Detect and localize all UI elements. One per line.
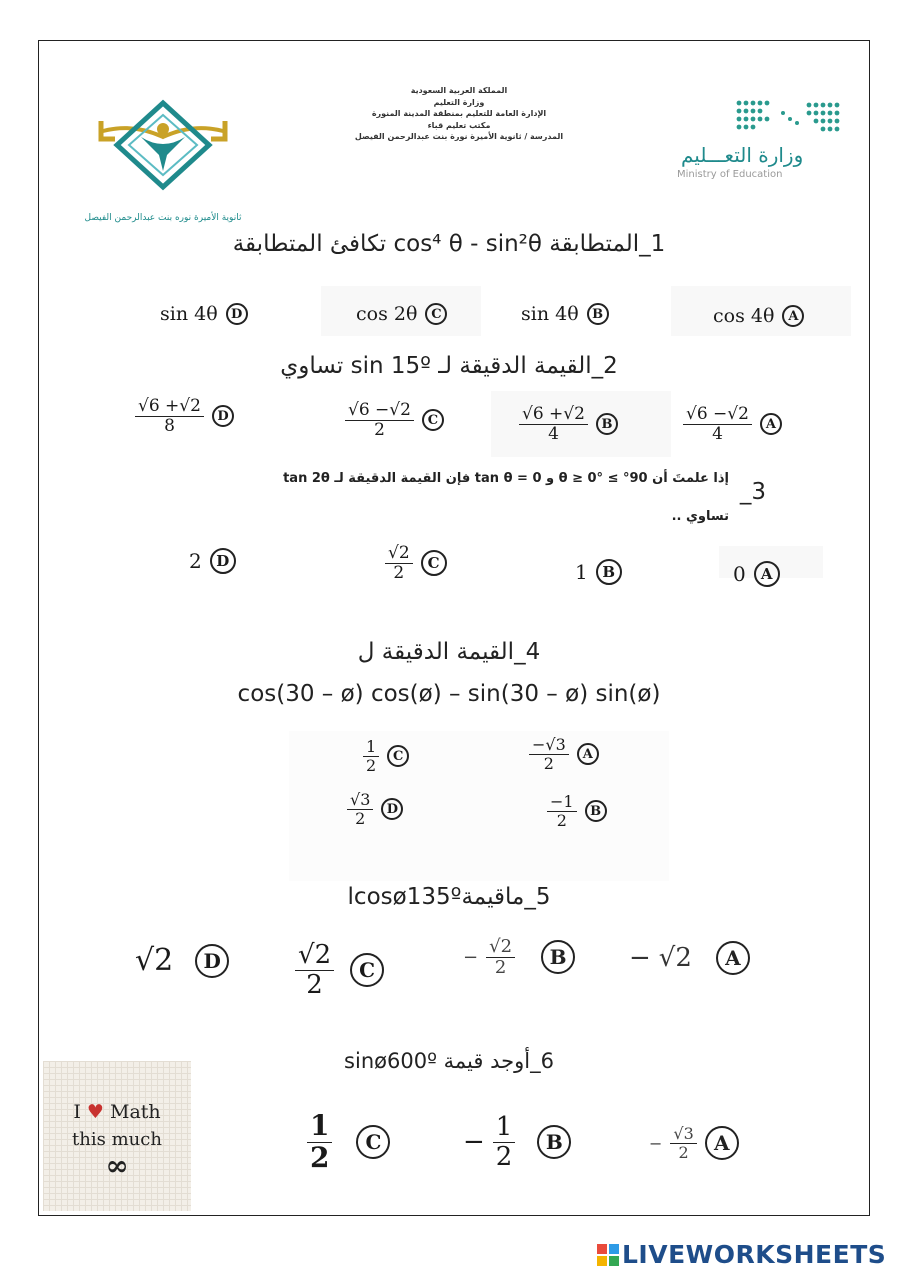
fraction-denominator: 2 [355, 808, 366, 828]
fraction-numerator: √6 −√2 [683, 405, 752, 425]
choice-value: 2 [189, 549, 202, 573]
q5-choice-c[interactable] [295, 941, 384, 999]
fraction [347, 791, 373, 827]
sticker-word-math: Math [110, 1101, 161, 1123]
question-5-text: 5_ماقيمةcosø135ºا [347, 884, 551, 910]
q3-choice-c[interactable] [385, 544, 447, 582]
header-line: الإدارة العامة للتعليم بمنطقة المدينة المنورة [371, 109, 547, 118]
fraction [493, 1113, 516, 1171]
fraction [519, 405, 588, 443]
choice-shade [289, 731, 669, 881]
choice-letter-d: D [212, 405, 234, 427]
fraction [670, 1125, 696, 1161]
q2-choice-c[interactable] [345, 401, 444, 439]
q6-choice-b[interactable] [463, 1113, 571, 1171]
choice-letter-c: C [422, 409, 444, 431]
question-4-text: 4_القيمة الدقيقة ل [357, 639, 541, 665]
fraction-numerator: 1 [363, 738, 379, 757]
choice-value: √2 [135, 943, 174, 978]
question-6-text: 6_أوجد قيمة sinø600º [344, 1049, 554, 1073]
header-line: مكتب تعليم قباء [427, 120, 491, 130]
q1-choice-b[interactable] [521, 303, 609, 325]
liveworksheets-brand [597, 1240, 886, 1269]
fraction-numerator: √6 +√2 [135, 397, 204, 417]
choice-letter-c: C [421, 550, 447, 576]
fraction-denominator: 2 [366, 755, 377, 775]
choice-letter-c: C [387, 745, 409, 767]
fraction-denominator: 4 [712, 423, 723, 444]
fraction-numerator: √6 +√2 [519, 405, 588, 425]
q3-choice-d[interactable] [189, 548, 236, 574]
choice-letter-d: D [226, 303, 248, 325]
fraction-denominator: 2 [393, 562, 405, 583]
fraction-numerator: √2 [295, 941, 334, 971]
choice-value: sin 4θ [521, 303, 579, 325]
fraction [295, 941, 334, 999]
fraction-denominator: 2 [306, 969, 323, 1000]
choice-value: 1 [575, 560, 588, 584]
fraction-denominator: 2 [678, 1142, 689, 1162]
negative-sign: − [463, 1127, 485, 1158]
q2-choice-d[interactable] [135, 397, 234, 435]
question-1-text: 1_المتطابقة cos⁴ θ - sin²θ تكافئ المتطابقة [232, 231, 666, 257]
negative-sign: − [463, 946, 479, 968]
q5-choice-d[interactable] [135, 943, 229, 978]
fraction-numerator: −√3 [529, 736, 569, 755]
q4-choice-d[interactable] [347, 791, 403, 827]
fraction [529, 736, 569, 772]
choice-value: √2 [658, 943, 692, 973]
infinity-symbol: ∞ [105, 1149, 129, 1182]
header-line: المملكة العربية السعودية [410, 86, 508, 95]
school-logo [63, 93, 283, 223]
fraction [385, 544, 413, 582]
fraction-numerator: √3 [670, 1125, 696, 1144]
worksheet-page [38, 40, 870, 1216]
fraction [547, 793, 577, 829]
choice-letter-b: B [596, 413, 618, 435]
choice-letter-a: A [577, 743, 599, 765]
choice-letter-d: D [210, 548, 236, 574]
fraction [135, 397, 204, 435]
ministry-dots-icon [735, 99, 847, 133]
fraction-numerator: √2 [486, 937, 515, 958]
q6-choice-a[interactable] [649, 1125, 739, 1161]
choice-value: cos 2θ [356, 303, 418, 325]
ministry-logo [675, 99, 845, 189]
fraction-numerator: √6 −√2 [345, 401, 414, 421]
choice-letter-b: B [585, 800, 607, 822]
q2-choice-a[interactable] [683, 405, 782, 443]
fraction-denominator: 2 [494, 956, 507, 978]
fraction-denominator: 2 [310, 1140, 330, 1174]
q5-choice-b[interactable] [463, 937, 575, 978]
choice-letter-c: C [425, 303, 447, 325]
choice-letter-d: D [195, 944, 229, 978]
fraction-denominator: 2 [495, 1141, 513, 1172]
choice-letter-b: B [541, 940, 575, 974]
fraction-numerator: √3 [347, 791, 373, 810]
q2-choice-b[interactable] [519, 405, 618, 443]
choice-letter-b: B [596, 559, 622, 585]
brand-text: LIVEWORKSHEETS [622, 1240, 887, 1269]
negative-sign: − [649, 1133, 663, 1153]
fraction-numerator: 1 [307, 1111, 332, 1143]
q4-choice-b[interactable] [547, 793, 607, 829]
negative-sign: − [629, 943, 651, 973]
fraction [486, 937, 515, 978]
choice-letter-a: A [782, 305, 804, 327]
question-3-number: _3 [739, 479, 767, 505]
fraction [363, 738, 379, 774]
question-3-text: إذا علمتَ أن 90° ≥ θ ≥ 0° و tan θ = 0 فإن القيمة الدقيقة لـ tan 2θ [283, 471, 729, 486]
choice-letter-a: A [760, 413, 782, 435]
q1-choice-d[interactable] [160, 303, 248, 325]
school-logo-caption: ثانوية الأميرة نوره بنت عبدالرحمن الفيصل [84, 213, 242, 223]
choice-value: 0 [733, 562, 746, 586]
q3-choice-b[interactable] [575, 559, 622, 585]
choice-letter-b: B [537, 1125, 571, 1159]
choice-letter-a: A [705, 1126, 739, 1160]
fraction-denominator: 4 [548, 423, 559, 444]
header-line: المدرسة / ثانوية الأميرة نورة بنت عبدالرحمن الفيصل [354, 132, 564, 141]
question-2-text: 2_القيمة الدقيقة لـ sin 15º تساوي [280, 353, 618, 379]
q3-choice-a[interactable] [733, 561, 780, 587]
q4-choice-a[interactable] [529, 736, 599, 772]
fraction-numerator: −1 [547, 793, 577, 812]
ministry-name-ar: وزارة التعـــليم [681, 143, 804, 167]
sticker-line-1 [43, 1101, 191, 1123]
question-4-expression: cos(30 – ø) cos(ø) – sin(30 – ø) sin(ø) [237, 681, 661, 707]
choice-letter-c: C [350, 953, 384, 987]
q5-choice-a[interactable] [629, 941, 750, 975]
q6-choice-c[interactable] [307, 1111, 390, 1174]
q1-choice-c[interactable] [356, 303, 447, 325]
choice-value: sin 4θ [160, 303, 218, 325]
fraction-numerator: √2 [385, 544, 413, 564]
ministry-name-en: Ministry of Education [677, 169, 783, 180]
fraction-denominator: 8 [164, 415, 175, 436]
fraction-denominator: 2 [374, 419, 385, 440]
fraction-denominator: 2 [543, 753, 554, 773]
fraction [683, 405, 752, 443]
fraction-denominator: 2 [556, 810, 567, 830]
header-text [339, 85, 579, 143]
i-love-math-sticker [43, 1061, 191, 1211]
choice-value: cos 4θ [713, 305, 775, 327]
header-line: وزارة التعليم [433, 97, 485, 107]
choice-letter-a: A [716, 941, 750, 975]
choice-letter-b: B [587, 303, 609, 325]
q1-choice-a[interactable] [713, 305, 804, 327]
q4-choice-c[interactable] [363, 738, 409, 774]
question-3-text-cont: تساوي .. [671, 509, 729, 524]
choice-letter-c: C [356, 1125, 390, 1159]
sticker-line-2: this much [72, 1129, 162, 1150]
fraction [345, 401, 414, 439]
school-emblem-icon [63, 93, 263, 213]
liveworksheets-logo-icon [597, 1244, 619, 1266]
fraction-numerator: 1 [493, 1113, 516, 1143]
sticker-word-i: I [73, 1101, 81, 1123]
choice-letter-d: D [381, 798, 403, 820]
heart-icon: ♥ [86, 1101, 104, 1123]
choice-letter-a: A [754, 561, 780, 587]
fraction [307, 1111, 332, 1174]
